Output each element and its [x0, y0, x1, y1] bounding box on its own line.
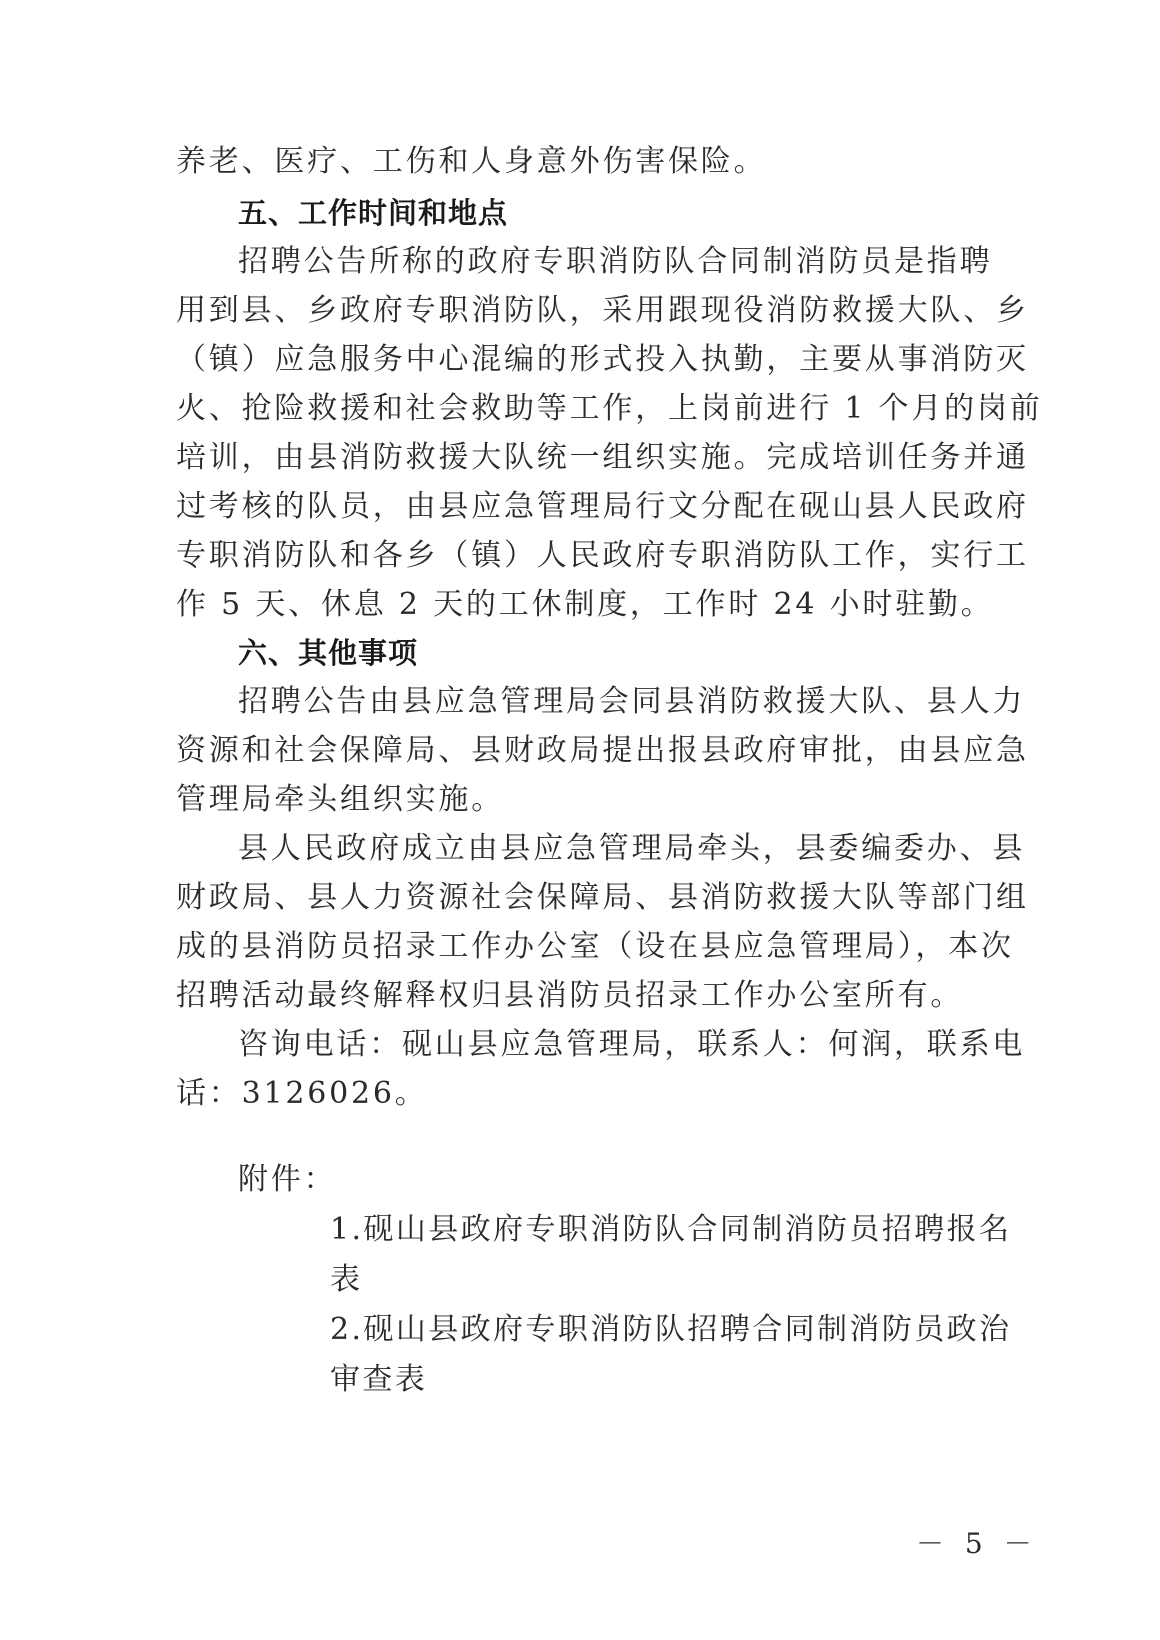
- body-text-line: 资源和社会保障局、县财政局提出报县政府审批，由县应急: [176, 733, 1029, 768]
- body-text-line: 养老、医疗、工伤和人身意外伤害保险。: [176, 144, 767, 179]
- body-text-line: 招聘活动最终解释权归县消防员招录工作办公室所有。: [176, 978, 964, 1013]
- attachments-label: 附件：: [238, 1162, 337, 1197]
- body-text-line: 过考核的队员，由县应急管理局行文分配在砚山县人民政府: [176, 489, 1029, 524]
- body-text-line: 作 5 天、休息 2 天的工休制度，工作时 24 小时驻勤。: [176, 587, 994, 622]
- body-text-line: 招聘公告由县应急管理局会同县消防救援大队、县人力: [238, 684, 1026, 719]
- attachment-item-2: 2.砚山县政府专职消防队招聘合同制消防员政治: [330, 1312, 1012, 1347]
- attachment-item-1: 1.砚山县政府专职消防队合同制消防员招聘报名: [330, 1212, 1012, 1247]
- section-heading-6: 六、其他事项: [238, 636, 419, 670]
- contact-line: 咨询电话：砚山县应急管理局，联系人：何润，联系电: [238, 1027, 1026, 1062]
- body-text-line: 财政局、县人力资源社会保障局、县消防救援大队等部门组: [176, 880, 1029, 915]
- body-text-line: 县人民政府成立由县应急管理局牵头，县委编委办、县: [238, 831, 1026, 866]
- page-number: － 5 －: [916, 1527, 1038, 1560]
- section-heading-5: 五、工作时间和地点: [238, 196, 509, 230]
- body-text-line: 培训，由县消防救援大队统一组织实施。完成培训任务并通: [176, 440, 1029, 475]
- body-text-line: 用到县、乡政府专职消防队，采用跟现役消防救援大队、乡: [176, 293, 1029, 328]
- body-text-line: 管理局牵头组织实施。: [176, 782, 504, 817]
- attachment-item-2-cont: 审查表: [330, 1362, 428, 1397]
- body-text-line: 招聘公告所称的政府专职消防队合同制消防员是指聘: [238, 244, 993, 279]
- body-text-line: 成的县消防员招录工作办公室（设在县应急管理局），本次: [176, 929, 1014, 964]
- body-text-line: （镇）应急服务中心混编的形式投入执勤，主要从事消防灭: [176, 342, 1029, 377]
- body-text-line: 专职消防队和各乡（镇）人民政府专职消防队工作，实行工: [176, 538, 1029, 573]
- contact-line: 话：3126026。: [176, 1076, 428, 1111]
- body-text-line: 火、抢险救援和社会救助等工作，上岗前进行 1 个月的岗前: [176, 391, 1043, 426]
- attachment-item-1-cont: 表: [330, 1262, 363, 1297]
